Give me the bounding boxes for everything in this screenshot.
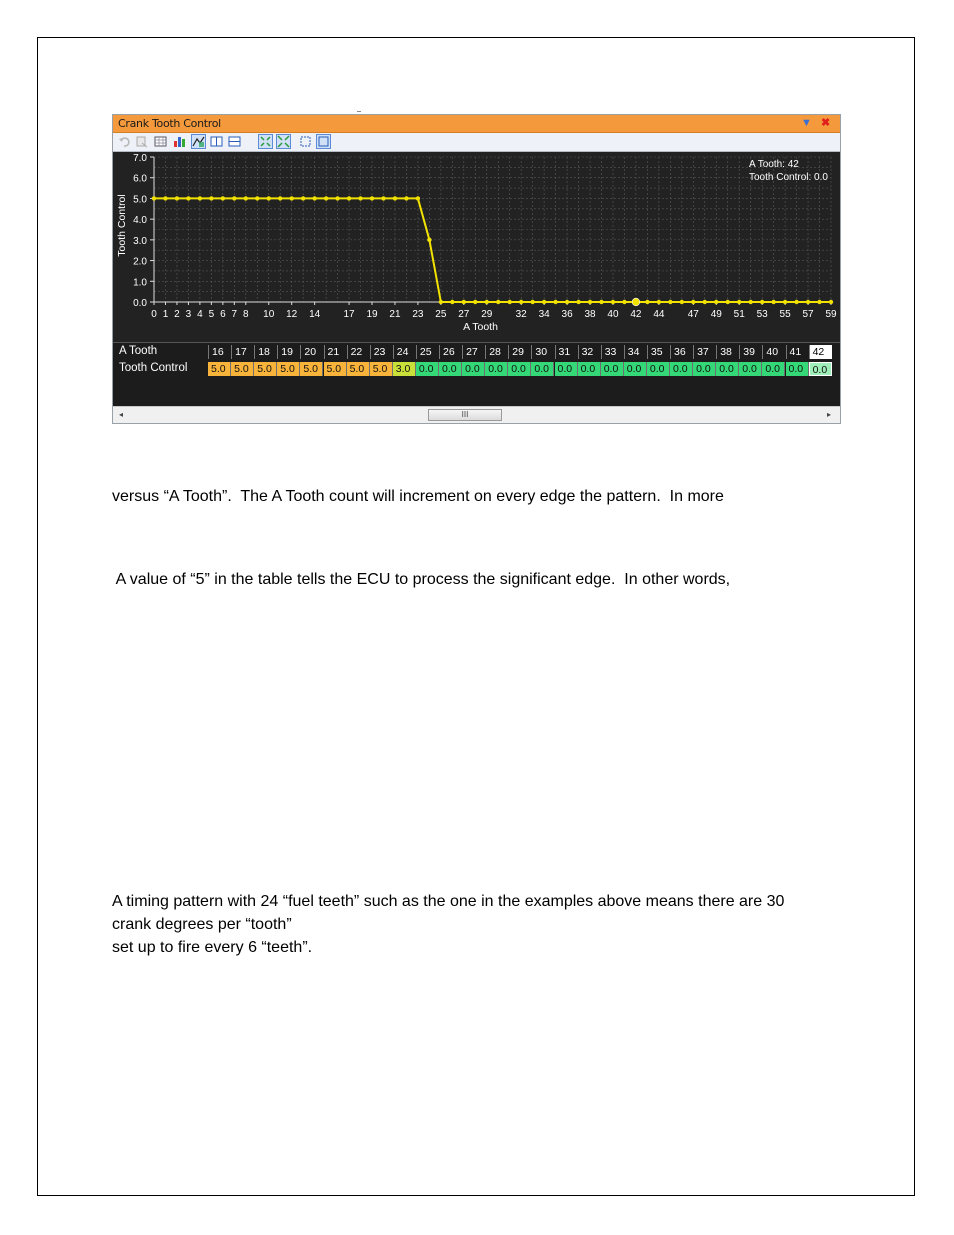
table-value-cell[interactable]: 5.0: [324, 362, 347, 376]
table-value-cell[interactable]: 0.0: [555, 362, 578, 376]
table-header-cell[interactable]: 31: [555, 345, 578, 359]
table-header-cell[interactable]: 35: [647, 345, 670, 359]
table-header-cell[interactable]: 41: [786, 345, 809, 359]
table-value-cell[interactable]: 3.0: [393, 362, 416, 376]
table-value-cell[interactable]: 0.0: [531, 362, 554, 376]
data-point: [726, 300, 730, 304]
data-point: [267, 196, 271, 200]
data-point: [347, 196, 351, 200]
table-header-cell[interactable]: 39: [739, 345, 762, 359]
scroll-right-icon[interactable]: ▸: [827, 410, 832, 419]
paragraph-3-line-1: A timing pattern with 24 “fuel teeth” such as the one in the examples above means there are 30: [112, 893, 785, 910]
close-icon[interactable]: ✖: [821, 117, 831, 129]
table-header-cell[interactable]: 34: [624, 345, 647, 359]
x-tick-label: 4: [197, 309, 203, 320]
table-header-cell[interactable]: 33: [601, 345, 624, 359]
x-tick-label: 0: [151, 309, 157, 320]
x-tick-label: 19: [366, 309, 378, 320]
data-point: [508, 300, 512, 304]
table-value-cell[interactable]: 5.0: [370, 362, 393, 376]
data-point: [703, 300, 707, 304]
data-point: [221, 196, 225, 200]
table-value-cell[interactable]: 0.0: [508, 362, 531, 376]
bar-chart-icon[interactable]: [172, 134, 187, 149]
data-point: [255, 196, 259, 200]
pin-icon[interactable]: ▼: [801, 117, 812, 129]
table-value-cell[interactable]: 0.0: [416, 362, 439, 376]
data-point: [358, 196, 362, 200]
x-tick-label: 34: [538, 309, 550, 320]
table-value-cell[interactable]: 0.0: [786, 362, 809, 376]
y-axis-label: Tooth Control: [116, 194, 128, 257]
data-point: [416, 196, 420, 200]
x-tick-label: 17: [343, 309, 355, 320]
y-tick-label: 5.0: [133, 194, 147, 206]
table-value-cell[interactable]: 0.0: [716, 362, 739, 376]
table-header-cell[interactable]: 37: [693, 345, 716, 359]
data-point: [186, 196, 190, 200]
data-point: [806, 300, 810, 304]
x-tick-label: 2: [174, 309, 180, 320]
table-header-cell[interactable]: 24: [393, 345, 416, 359]
x-tick-label: 12: [286, 309, 298, 320]
table-value-cell[interactable]: 0.0: [762, 362, 785, 376]
data-point: [427, 238, 431, 242]
data-point: [209, 196, 213, 200]
data-point: [324, 196, 328, 200]
data-point: [668, 300, 672, 304]
table-header-cell[interactable]: 42: [809, 345, 832, 359]
crank-tooth-control-window: [112, 114, 841, 424]
expand-icon[interactable]: [276, 134, 291, 149]
table-header-cell[interactable]: 30: [531, 345, 554, 359]
data-point: [771, 300, 775, 304]
data-point: [599, 300, 603, 304]
table-header-cell[interactable]: 28: [485, 345, 508, 359]
y-tick-label: 6.0: [133, 173, 147, 185]
x-tick-label: 23: [412, 309, 424, 320]
data-point: [462, 300, 466, 304]
table-value-cell[interactable]: 5.0: [231, 362, 254, 376]
scroll-left-icon[interactable]: ◂: [119, 410, 124, 419]
table-value-cell[interactable]: 0.0: [578, 362, 601, 376]
table-header-cell[interactable]: 18: [254, 345, 277, 359]
data-point: [645, 300, 649, 304]
data-point: [542, 300, 546, 304]
table-header-cell[interactable]: 38: [716, 345, 739, 359]
zoom-box-icon[interactable]: [316, 134, 331, 149]
table-header-cell[interactable]: 20: [300, 345, 323, 359]
data-point: [404, 196, 408, 200]
x-tick-label: 57: [802, 309, 814, 320]
data-point: [496, 300, 500, 304]
toolbar: [113, 133, 840, 152]
chart-area[interactable]: [113, 152, 840, 342]
table-value-cell[interactable]: 0.0: [439, 362, 462, 376]
x-tick-label: 27: [458, 309, 470, 320]
data-point: [519, 300, 523, 304]
x-tick-label: 7: [231, 309, 238, 320]
table-header-cell[interactable]: 23: [370, 345, 393, 359]
data-point: [657, 300, 661, 304]
data-point: [244, 196, 248, 200]
x-tick-label: 59: [825, 309, 837, 320]
data-point: [301, 196, 305, 200]
data-point: [588, 300, 592, 304]
data-point: [553, 300, 557, 304]
table-header-cell[interactable]: 19: [277, 345, 300, 359]
x-tick-label: 10: [263, 309, 275, 320]
data-point: [381, 196, 385, 200]
x-tick-label: 29: [481, 309, 493, 320]
x-tick-label: 32: [515, 309, 527, 320]
table-value-cell[interactable]: 0.0: [693, 362, 716, 376]
graph-icon[interactable]: [191, 134, 206, 149]
data-point: [232, 196, 236, 200]
paragraph-3-line-3: set up to fire every 6 “teeth”.: [112, 939, 313, 956]
y-tick-label: 3.0: [133, 235, 147, 247]
x-tick-label: 51: [733, 309, 745, 320]
table-header-cell[interactable]: 17: [231, 345, 254, 359]
table-icon[interactable]: [153, 134, 168, 149]
data-point: [794, 300, 798, 304]
data-point: [335, 196, 339, 200]
y-tick-label: 0.0: [133, 298, 147, 309]
x-tick-label: 8: [243, 309, 249, 320]
table-value-cell[interactable]: 0.0: [809, 362, 832, 376]
data-point: [783, 300, 787, 304]
table-value-cell[interactable]: 0.0: [462, 362, 485, 376]
table-header-cell[interactable]: 36: [670, 345, 693, 359]
x-tick-label: 21: [389, 309, 401, 320]
paragraph-1: versus “A Tooth”. The A Tooth count will increment on every edge the pattern. In more: [112, 488, 724, 505]
table-value-cell[interactable]: 0.0: [485, 362, 508, 376]
scroll-thumb[interactable]: III: [428, 409, 502, 421]
redo-icon[interactable]: [134, 134, 149, 149]
x-tick-label: 55: [779, 309, 791, 320]
x-tick-label: 49: [710, 309, 722, 320]
data-point: [312, 196, 316, 200]
data-point: [748, 300, 752, 304]
data-point: [817, 300, 821, 304]
data-point: [393, 196, 397, 200]
x-tick-label: 42: [630, 309, 642, 320]
table-value-cell[interactable]: 5.0: [277, 362, 300, 376]
table-value-cell[interactable]: 0.0: [647, 362, 670, 376]
select-icon[interactable]: [298, 134, 313, 149]
divider: [357, 111, 361, 112]
x-tick-label: 6: [220, 309, 226, 320]
x-tick-label: 25: [435, 309, 447, 320]
table-header-cell[interactable]: 22: [347, 345, 370, 359]
table-value-cell[interactable]: 0.0: [601, 362, 624, 376]
selected-point: [632, 298, 640, 306]
data-point: [714, 300, 718, 304]
data-point: [530, 300, 534, 304]
paragraph-3-line-2: crank degrees per “tooth”: [112, 916, 292, 933]
split-vertical-icon[interactable]: [209, 134, 224, 149]
x-axis-label: A Tooth: [463, 321, 498, 333]
data-point: [576, 300, 580, 304]
table-value-cell[interactable]: 5.0: [208, 362, 231, 376]
x-tick-label: 44: [653, 309, 665, 320]
horizontal-scrollbar[interactable]: [113, 406, 840, 423]
data-point: [198, 196, 202, 200]
x-tick-label: 1: [162, 309, 169, 320]
table-header-cell[interactable]: 32: [578, 345, 601, 359]
data-point: [152, 196, 156, 200]
table-header-cell[interactable]: 29: [508, 345, 531, 359]
data-point: [439, 300, 443, 304]
data-point: [829, 300, 833, 304]
table-value-cell[interactable]: 0.0: [739, 362, 762, 376]
data-point: [737, 300, 741, 304]
table-header-cell[interactable]: 27: [462, 345, 485, 359]
y-tick-label: 4.0: [133, 215, 147, 227]
data-point: [691, 300, 695, 304]
tooth-table: [113, 342, 840, 406]
table-value-cell[interactable]: 0.0: [670, 362, 693, 376]
window-titlebar[interactable]: [113, 115, 840, 133]
table-header-cell[interactable]: 21: [324, 345, 347, 359]
data-point: [680, 300, 684, 304]
split-horizontal-icon[interactable]: [227, 134, 242, 149]
data-point: [278, 196, 282, 200]
x-tick-label: 47: [687, 309, 699, 320]
table-value-cell[interactable]: 5.0: [300, 362, 323, 376]
table-header-cell[interactable]: 16: [208, 345, 231, 359]
table-value-cell[interactable]: 5.0: [254, 362, 277, 376]
y-tick-label: 2.0: [133, 256, 147, 268]
row-label-a-tooth: A Tooth: [119, 345, 158, 357]
table-header-cell[interactable]: 40: [762, 345, 785, 359]
data-point: [611, 300, 615, 304]
x-tick-label: 40: [607, 309, 619, 320]
data-point: [450, 300, 454, 304]
window-title: Crank Tooth Control: [118, 117, 221, 130]
data-point: [163, 196, 167, 200]
data-point: [175, 196, 179, 200]
cursor-readout: Tooth Control: 0.0: [749, 172, 828, 183]
table-value-cell[interactable]: 5.0: [347, 362, 370, 376]
tooth-control-chart[interactable]: [113, 152, 840, 342]
x-tick-label: 53: [756, 309, 768, 320]
table-value-cell[interactable]: 0.0: [624, 362, 647, 376]
data-point: [370, 196, 374, 200]
x-tick-label: 3: [185, 309, 192, 320]
data-point: [289, 196, 293, 200]
fit-icon[interactable]: [258, 134, 273, 149]
data-point: [485, 300, 489, 304]
paragraph-2: A value of “5” in the table tells the ECU to process the significant edge. In other words,: [112, 571, 731, 588]
x-tick-label: 14: [309, 309, 321, 320]
y-tick-label: 1.0: [133, 277, 147, 289]
data-point: [622, 300, 626, 304]
x-tick-label: 38: [584, 309, 596, 320]
y-tick-label: 7.0: [133, 153, 147, 164]
undo-icon[interactable]: [117, 134, 132, 149]
table-header-cell[interactable]: 25: [416, 345, 439, 359]
x-tick-label: 36: [561, 309, 573, 320]
cursor-readout: A Tooth: 42: [749, 159, 799, 170]
table-header-cell[interactable]: 26: [439, 345, 462, 359]
data-point: [473, 300, 477, 304]
row-label-tooth-control: Tooth Control: [119, 362, 188, 374]
data-point: [760, 300, 764, 304]
x-tick-label: 5: [208, 309, 215, 320]
data-point: [565, 300, 569, 304]
